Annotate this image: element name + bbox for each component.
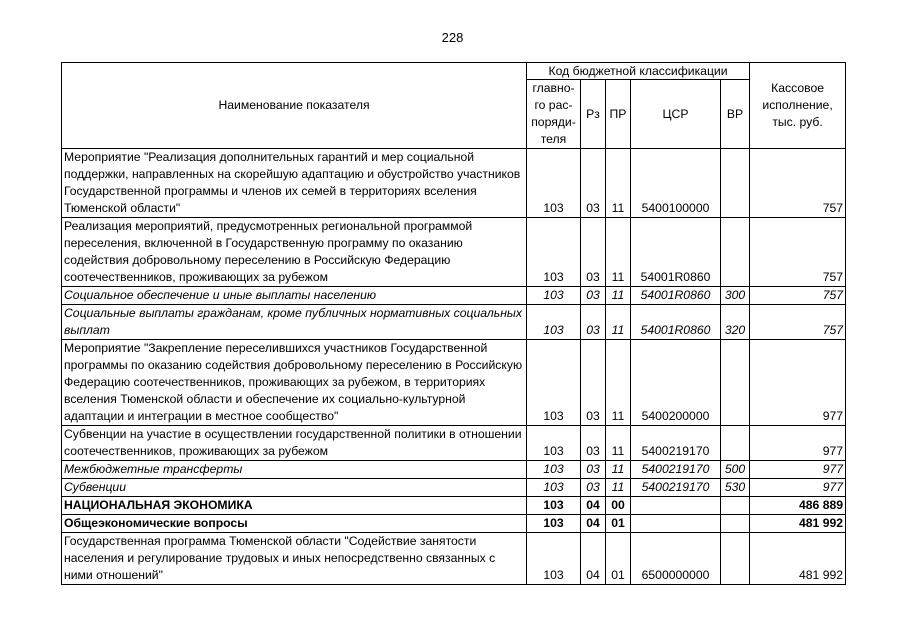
row-pr: 11 [606, 149, 631, 218]
budget-table [61, 62, 846, 585]
row-vr [721, 515, 750, 533]
row-glavn: 103 [527, 149, 581, 218]
row-glavn: 103 [527, 461, 581, 479]
row-pr: 01 [606, 533, 631, 585]
row-rz: 04 [581, 515, 606, 533]
table-row [62, 515, 846, 533]
header-pr: ПР [606, 80, 631, 149]
row-rz: 03 [581, 426, 606, 461]
row-csr: 6500000000 [631, 533, 721, 585]
row-amount: 481 992 [750, 515, 846, 533]
row-glavn: 103 [527, 287, 581, 305]
row-rz: 03 [581, 149, 606, 218]
row-vr [721, 533, 750, 585]
row-vr [721, 149, 750, 218]
row-amount: 481 992 [750, 533, 846, 585]
row-rz: 03 [581, 479, 606, 497]
row-amount: 486 889 [750, 497, 846, 515]
row-vr [721, 218, 750, 287]
row-rz: 04 [581, 533, 606, 585]
table-row [62, 340, 846, 426]
row-rz: 03 [581, 461, 606, 479]
row-name: Мероприятие "Реализация дополнительных гарантий и мер социальной поддержки, направленных на скорейшую адаптацию и обустройство участников Государственной программы и членов их семей в территориях вселения Тюменской области" [62, 149, 527, 218]
table-row [62, 497, 846, 515]
header-glavn: главно-го рас-поряди-теля [527, 80, 581, 149]
row-csr: 5400100000 [631, 149, 721, 218]
row-name: Мероприятие "Закрепление переселившихся участников Государственной программы по оказанию содействия добровольному переселению в Российскую Федерацию соотечественников, проживающих за рубежом, в территориях вселения Тюменской области и обеспечение их социально-культурной адаптации и интеграции в местное сообщество" [62, 340, 527, 426]
row-csr [631, 515, 721, 533]
row-pr: 11 [606, 426, 631, 461]
row-pr: 11 [606, 461, 631, 479]
row-glavn: 103 [527, 305, 581, 340]
row-vr [721, 497, 750, 515]
row-amount: 757 [750, 305, 846, 340]
row-pr: 00 [606, 497, 631, 515]
row-rz: 04 [581, 497, 606, 515]
table-row [62, 533, 846, 585]
header-csr: ЦСР [631, 80, 721, 149]
table-row [62, 461, 846, 479]
row-name: Общеэкономические вопросы [62, 515, 527, 533]
row-name: Субвенции [62, 479, 527, 497]
row-pr: 11 [606, 479, 631, 497]
row-amount: 757 [750, 149, 846, 218]
row-name: Государственная программа Тюменской области "Содействие занятости населения и регулирование трудовых и иных непосредственно связанных с ними отношений" [62, 533, 527, 585]
row-glavn: 103 [527, 340, 581, 426]
row-vr: 300 [721, 287, 750, 305]
row-csr: 54001R0860 [631, 305, 721, 340]
row-csr: 5400219170 [631, 426, 721, 461]
page-number: 228 [441, 30, 464, 45]
row-vr: 530 [721, 479, 750, 497]
header-budget-classification: Код бюджетной классификации [527, 63, 750, 80]
row-rz: 03 [581, 218, 606, 287]
row-vr [721, 340, 750, 426]
row-name: Субвенции на участие в осуществлении государственной политики в отношении соотечественников, проживающих за рубежом [62, 426, 527, 461]
row-rz: 03 [581, 340, 606, 426]
row-csr: 5400219170 [631, 461, 721, 479]
row-amount: 757 [750, 287, 846, 305]
row-rz: 03 [581, 305, 606, 340]
row-name: Реализация мероприятий, предусмотренных региональной программой переселения, включенной в Государственную программу по оказанию содействия добровольному переселению в Российскую Федерацию соотечественников, проживающих за рубежом [62, 218, 527, 287]
header-name: Наименование показателя [62, 63, 527, 149]
table-row [62, 218, 846, 287]
row-pr: 11 [606, 340, 631, 426]
row-pr: 11 [606, 218, 631, 287]
row-glavn: 103 [527, 426, 581, 461]
row-csr: 5400200000 [631, 340, 721, 426]
table-row [62, 426, 846, 461]
row-vr: 320 [721, 305, 750, 340]
header-rz: Рз [581, 80, 606, 149]
row-name: Межбюджетные трансферты [62, 461, 527, 479]
row-glavn: 103 [527, 497, 581, 515]
row-pr: 11 [606, 287, 631, 305]
row-vr: 500 [721, 461, 750, 479]
row-glavn: 103 [527, 479, 581, 497]
row-glavn: 103 [527, 515, 581, 533]
table-row [62, 287, 846, 305]
row-csr: 5400219170 [631, 479, 721, 497]
row-csr: 54001R0860 [631, 218, 721, 287]
row-name: Социальное обеспечение и иные выплаты населению [62, 287, 527, 305]
row-pr: 11 [606, 305, 631, 340]
row-amount: 977 [750, 461, 846, 479]
header-amount: Кассовое исполнение, тыс. руб. [750, 63, 846, 149]
row-amount: 977 [750, 340, 846, 426]
table-row [62, 305, 846, 340]
table-row [62, 479, 846, 497]
row-csr [631, 497, 721, 515]
row-rz: 03 [581, 287, 606, 305]
row-amount: 757 [750, 218, 846, 287]
header-vr: ВР [721, 80, 750, 149]
row-glavn: 103 [527, 533, 581, 585]
row-name: Социальные выплаты гражданам, кроме публичных нормативных социальных выплат [62, 305, 527, 340]
row-amount: 977 [750, 479, 846, 497]
row-vr [721, 426, 750, 461]
row-csr: 54001R0860 [631, 287, 721, 305]
row-name: НАЦИОНАЛЬНАЯ ЭКОНОМИКА [62, 497, 527, 515]
row-pr: 01 [606, 515, 631, 533]
row-amount: 977 [750, 426, 846, 461]
row-glavn: 103 [527, 218, 581, 287]
table-row [62, 149, 846, 218]
